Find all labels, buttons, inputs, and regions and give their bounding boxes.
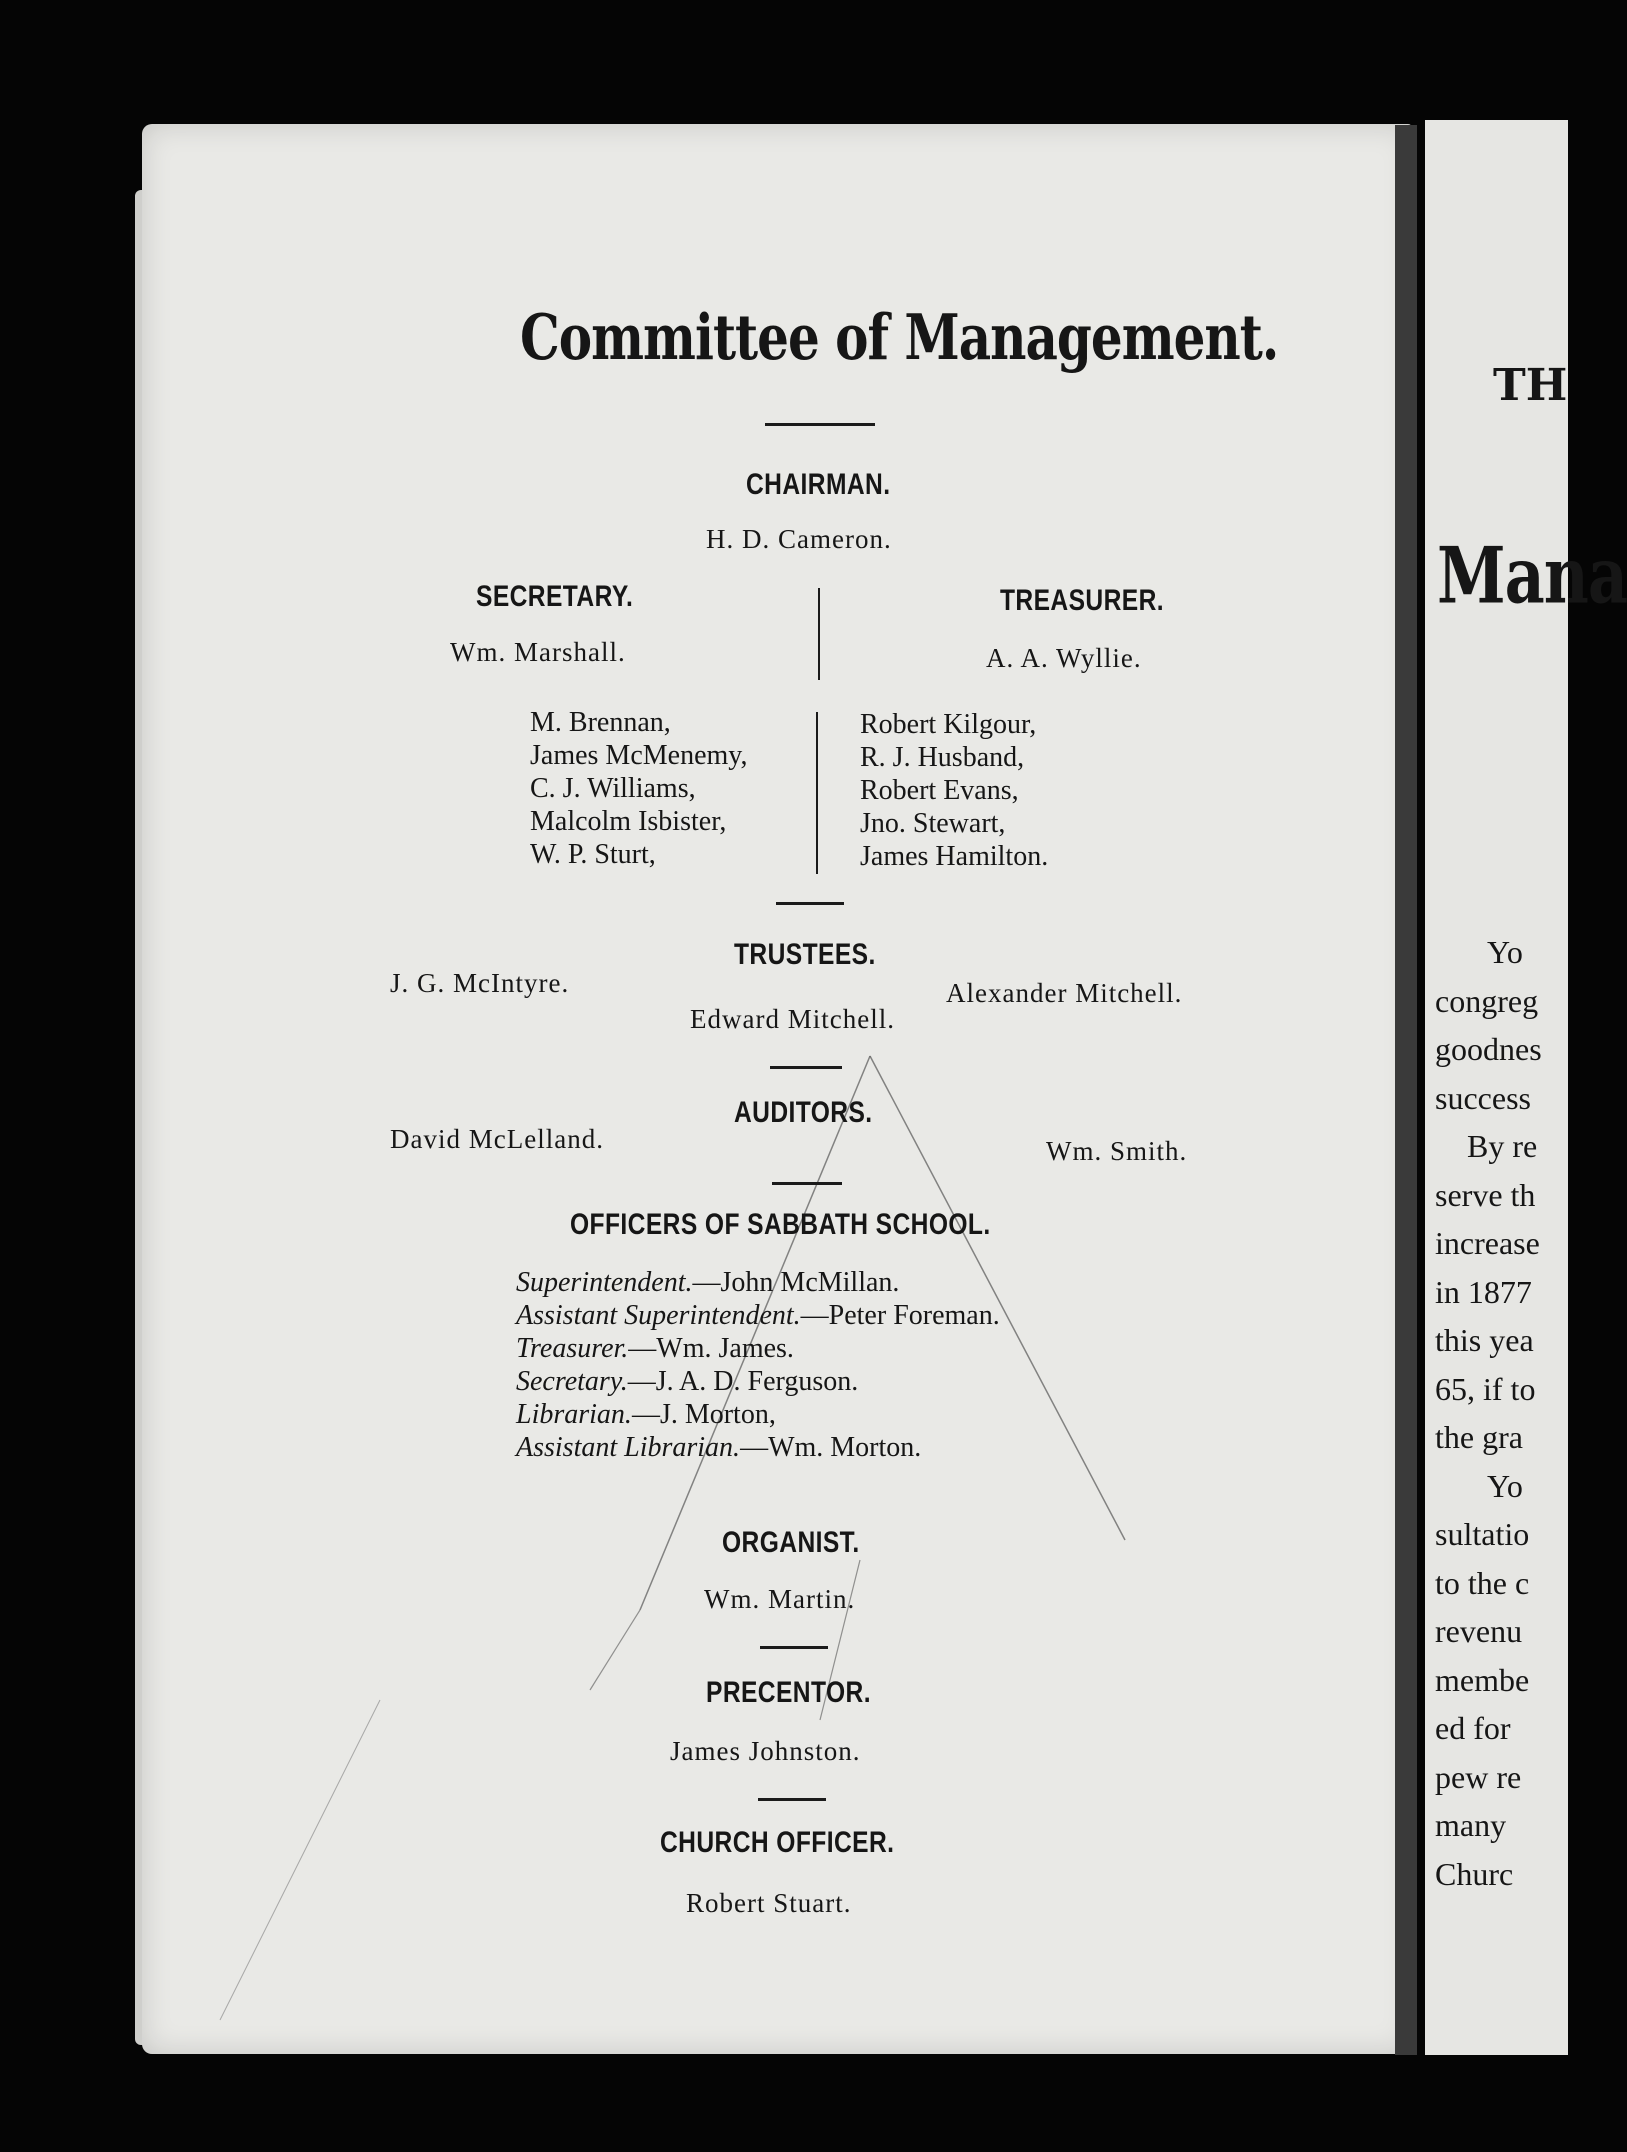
divider: [758, 1798, 826, 1801]
secretary-heading: SECRETARY.: [476, 580, 634, 613]
church-officer-heading: CHURCH OFFICER.: [660, 1826, 895, 1859]
sabbath-school-officers: [516, 1266, 1000, 1464]
member-name: James Hamilton.: [860, 841, 1049, 872]
officer-line: Treasurer.—Wm. James.: [516, 1333, 794, 1364]
member-name: R. J. Husband,: [860, 742, 1025, 773]
facing-line: Yo: [1487, 1467, 1523, 1504]
facing-line: serve th: [1435, 1176, 1536, 1213]
members-right: [860, 708, 1048, 873]
facing-line: many: [1435, 1807, 1507, 1843]
facing-line: Yo: [1487, 934, 1523, 970]
facing-heading: TH: [1493, 360, 1568, 411]
treasurer-name: A. A. Wyllie.: [986, 643, 1142, 673]
member-name: M. Brennan,: [530, 707, 671, 738]
organist-heading: ORGANIST.: [722, 1526, 860, 1559]
page-title: Committee of Management.: [520, 300, 1279, 374]
facing-page: [1425, 120, 1627, 2055]
facing-text: [1435, 928, 1542, 1898]
precentor-name: James Johnston.: [670, 1736, 861, 1766]
organist-name: Wm. Martin.: [704, 1584, 856, 1614]
divider: [776, 902, 844, 905]
member-name: Robert Kilgour,: [860, 709, 1037, 740]
auditor-right: Wm. Smith.: [1046, 1136, 1188, 1166]
member-name: Malcolm Isbister,: [530, 806, 727, 837]
divider: [760, 1646, 828, 1649]
church-officer-name: Robert Stuart.: [686, 1888, 852, 1918]
auditors-heading: AUDITORS.: [734, 1096, 873, 1129]
chairman-name: H. D. Cameron.: [706, 524, 892, 554]
treasurer-heading: TREASURER.: [1000, 584, 1165, 617]
secretary-name: Wm. Marshall.: [450, 637, 626, 667]
officer-line: Librarian.—J. Morton,: [516, 1399, 776, 1430]
sabbath-school-heading: OFFICERS OF SABBATH SCHOOL.: [570, 1208, 991, 1241]
facing-line: in 1877: [1435, 1273, 1532, 1310]
facing-line: ed for: [1435, 1710, 1511, 1746]
facing-line: to the c: [1435, 1564, 1530, 1601]
facing-line: the gra: [1435, 1419, 1523, 1455]
facing-line: Churc: [1435, 1855, 1514, 1892]
facing-line: sultatio: [1435, 1516, 1530, 1552]
officer-line: Assistant Superintendent.—Peter Foreman.: [516, 1300, 1000, 1331]
members-left: [530, 706, 747, 871]
member-name: Jno. Stewart,: [860, 808, 1006, 839]
facing-line: this yea: [1435, 1322, 1534, 1358]
member-name: C. J. Williams,: [530, 773, 696, 804]
member-name: W. P. Sturt,: [530, 839, 656, 870]
facing-line: pew re: [1435, 1758, 1522, 1795]
divider: [772, 1182, 842, 1185]
member-name: Robert Evans,: [860, 775, 1019, 806]
officer-line: Secretary.—J. A. D. Ferguson.: [516, 1366, 859, 1397]
trustee-center: Edward Mitchell.: [690, 1004, 895, 1034]
facing-line: 65, if to: [1435, 1370, 1536, 1407]
facing-line: revenu: [1435, 1613, 1523, 1649]
trustees-heading: TRUSTEES.: [734, 938, 876, 971]
officer-line: Assistant Librarian.—Wm. Morton.: [516, 1432, 922, 1463]
divider: [765, 423, 875, 426]
trustee-right: Alexander Mitchell.: [946, 978, 1183, 1008]
officer-line: Superintendent.—John McMillan.: [516, 1267, 900, 1298]
divider: [770, 1066, 842, 1069]
facing-line: congreg: [1435, 982, 1539, 1019]
precentor-heading: PRECENTOR.: [706, 1676, 871, 1709]
facing-line: success: [1435, 1079, 1531, 1116]
facing-line: membe: [1435, 1661, 1530, 1698]
trustee-left: J. G. McIntyre.: [390, 968, 570, 998]
facing-line: increase: [1435, 1225, 1540, 1261]
member-name: James McMenemy,: [530, 740, 748, 771]
column-divider: [816, 712, 818, 874]
facing-line: goodnes: [1435, 1031, 1542, 1067]
facing-title: Mana: [1437, 530, 1627, 622]
column-divider: [818, 588, 820, 680]
chairman-heading: CHAIRMAN.: [746, 468, 891, 501]
facing-line: By re: [1467, 1128, 1538, 1164]
auditor-left: David McLelland.: [390, 1124, 604, 1154]
